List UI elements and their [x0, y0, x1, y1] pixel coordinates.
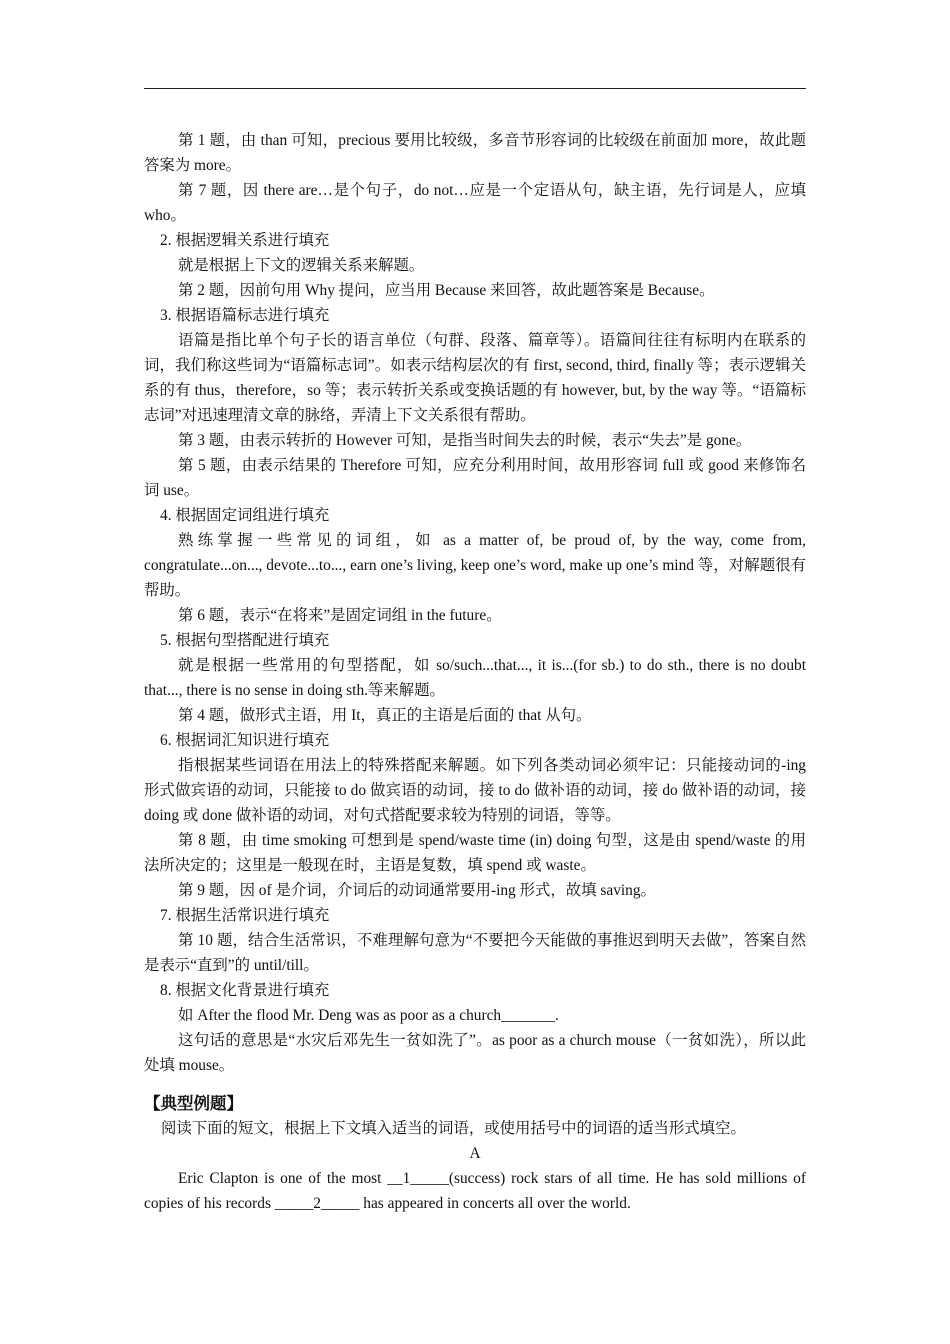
typical-examples-heading: 【典型例题】	[144, 1094, 243, 1113]
passage-text: Eric Clapton is one of the most __1_____(success) rock stars of all time. He has sold millions of copies of his records _____2_____ has appeared in concerts all over the world.	[144, 1170, 806, 1212]
section-heading-7: 7. 根据生活常识进行填充	[160, 907, 330, 924]
section-6-desc: 指根据某些词语在用法上的特殊搭配来解题。如下列各类动词必须牢记：只能接动词的-ing 形式做宾语的动词，只能接 to do 做宾语的动词，接 to do 做补语的动词，接 do 做补语的动词，接 doing 或 done 做补语的动词，对句式搭配要求较为特别的词语，等等。	[144, 757, 806, 824]
example-explanation: 这句话的意思是“水灾后邓先生一贫如洗了”。as poor as a church mouse（一贫如洗），所以此处填 mouse。	[144, 1032, 806, 1074]
section-5-desc: 就是根据一些常用的句型搭配，如 so/such...that..., it is...(for sb.) to do sth., there is no doubt that..., there is no sense in doing sth.等来解题。	[144, 657, 806, 699]
explanation-q2: 第 2 题，因前句用 Why 提问，应当用 Because 来回答，故此题答案是 Because。	[178, 282, 715, 299]
document-page	[144, 88, 806, 1216]
explanation-q8: 第 8 题，由 time smoking 可想到是 spend/waste time (in) doing 句型，这是由 spend/waste 的用法所决定的；这里是一般现在时，主语是复数，填 spend 或 waste。	[144, 832, 806, 874]
section-heading-8: 8. 根据文化背景进行填充	[160, 982, 330, 999]
explanation-q7: 第 7 题，因 there are…是个句子，do not…应是一个定语从句，缺主语，先行词是人，应填 who。	[144, 182, 806, 224]
section-heading-3: 3. 根据语篇标志进行填充	[160, 307, 330, 324]
explanation-q9: 第 9 题，因 of 是介词，介词后的动词通常要用-ing 形式，故填 saving。	[178, 882, 656, 899]
section-heading-2: 2. 根据逻辑关系进行填充	[160, 232, 330, 249]
section-3-desc: 语篇是指比单个句子长的语言单位（句群、段落、篇章等）。语篇间往往有标明内在联系的词，我们称这些词为“语篇标志词”。如表示结构层次的有 first, second, third, finally 等；表示逻辑关系的有 thus，therefore，so 等；表示转折关系或变换话题的有 however, but, by the way 等。“语篇标志词”对迅速理清文章的脉络，弄清上下文关系很有帮助。	[144, 332, 806, 424]
exercise-instructions: 阅读下面的短文，根据上下文填入适当的词语，或使用括号中的词语的适当形式填空。	[161, 1120, 746, 1137]
section-heading-5: 5. 根据句型搭配进行填充	[160, 632, 330, 649]
explanation-q10: 第 10 题，结合生活常识，不难理解句意为“不要把今天能做的事推迟到明天去做”，答案自然是表示“直到”的 until/till。	[144, 932, 806, 974]
section-heading-4: 4. 根据固定词组进行填充	[160, 507, 330, 524]
explanation-q3: 第 3 题，由表示转折的 However 可知，是指当时间失去的时候，表示“失去”是 gone。	[178, 432, 752, 449]
example-sentence: 如 After the flood Mr. Deng was as poor as a church_______.	[178, 1007, 559, 1024]
header-rule	[144, 88, 806, 89]
section-4-desc: 熟练掌握一些常见的词组，如 as a matter of, be proud of, by the way, come from, congratulate...on..., devote...to..., earn one’s living, keep one’s word, make up one’s mind 等，对解题很有帮助。	[144, 532, 806, 599]
explanation-q6: 第 6 题，表示“在将来”是固定词组 in the future。	[178, 607, 502, 624]
explanation-q1: 第 1 题，由 than 可知，precious 要用比较级，多音节形容词的比较级在前面加 more，故此题答案为 more。	[144, 132, 806, 174]
explanation-q4: 第 4 题，做形式主语，用 It，真正的主语是后面的 that 从句。	[178, 707, 592, 724]
explanation-q5: 第 5 题，由表示结果的 Therefore 可知，应充分利用时间，故用形容词 full 或 good 来修饰名词 use。	[144, 457, 806, 499]
section-2-desc: 就是根据上下文的逻辑关系来解题。	[178, 257, 425, 274]
passage-label: A	[469, 1145, 481, 1162]
section-heading-6: 6. 根据词汇知识进行填充	[160, 732, 330, 749]
